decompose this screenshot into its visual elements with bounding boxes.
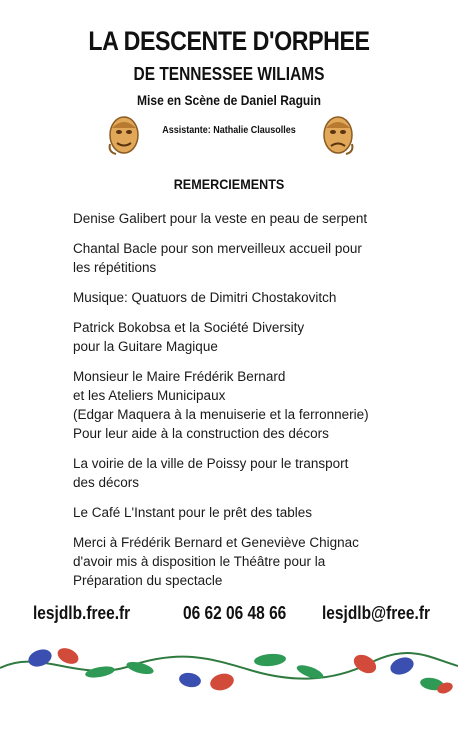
phone-number: 06 62 06 48 66 xyxy=(183,603,287,623)
section-heading: REMERCIEMENTS xyxy=(173,176,285,192)
direction-credit: Mise en Scène de Daniel Raguin xyxy=(136,92,321,108)
thanks-item: La voirie de la ville de Poissy pour le transport des décors xyxy=(73,456,349,490)
assistant-credit: Assistante: Nathalie Clausolles xyxy=(162,125,296,136)
theatre-mask-icon xyxy=(320,114,356,156)
email-link[interactable]: lesjdlb@free.fr xyxy=(322,603,431,623)
thanks-item: Musique: Quatuors de Dimitri Chostakovitch xyxy=(73,290,337,305)
thanks-list xyxy=(73,209,413,601)
thanks-item: Monsieur le Maire Frédérik Bernard et les Ateliers Municipaux (Edgar Maquera à la menuiserie et la ferronnerie) Pour leur aide à la construction des décors xyxy=(73,369,369,441)
thanks-item: Chantal Bacle pour son merveilleux accueil pour les répétitions xyxy=(73,241,362,275)
thanks-item: Merci à Frédérik Bernard et Geneviève Chignac d'avoir mis à disposition le Théâtre pour la Préparation du spectacle xyxy=(73,535,359,588)
contact-bar xyxy=(0,603,458,627)
page-title: LA DESCENTE D'ORPHEE xyxy=(88,26,370,56)
website-link[interactable]: lesjdlb.free.fr xyxy=(33,603,131,623)
thanks-item: Patrick Bokobsa et la Société Diversity pour la Guitare Magique xyxy=(73,320,305,354)
author-subtitle: DE TENNESSEE WILIAMS xyxy=(133,64,325,84)
floral-garland xyxy=(0,638,458,698)
thanks-item: Le Café L'Instant pour le prêt des tables xyxy=(73,505,312,520)
thanks-item: Denise Galibert pour la veste en peau de serpent xyxy=(73,211,368,226)
